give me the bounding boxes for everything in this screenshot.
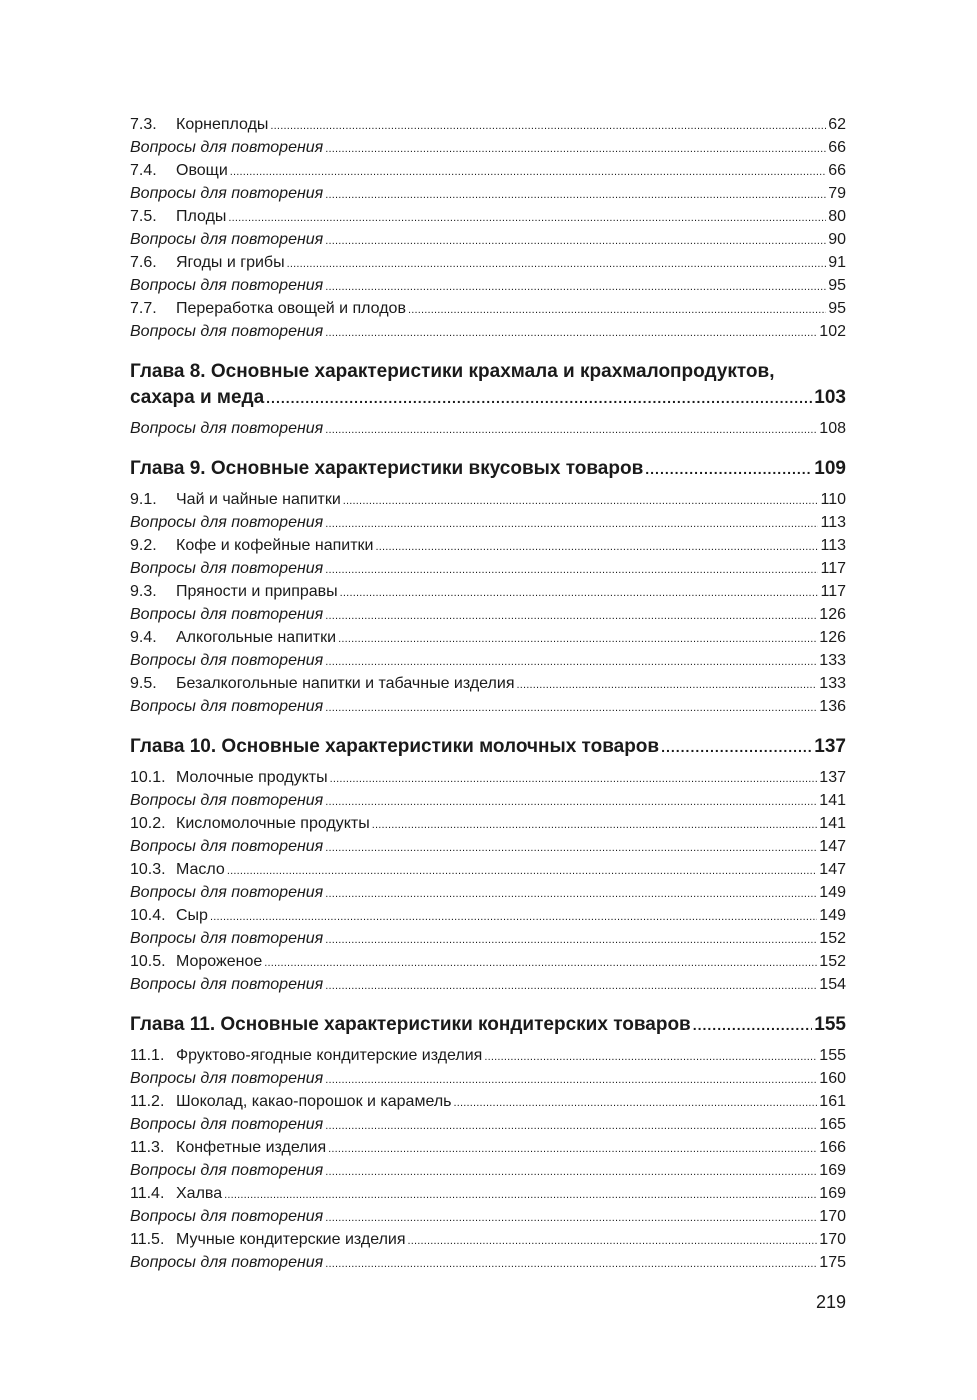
entry-page-number: 133 — [819, 675, 846, 692]
entry-title: Фруктово-ягодные кондитерские изделия — [176, 1047, 483, 1064]
entry-title: Молочные продукты — [176, 769, 328, 786]
entry-page-number: 147 — [819, 838, 846, 855]
dot-leader — [227, 858, 817, 883]
toc-entry[interactable] — [130, 205, 846, 228]
toc-entry[interactable] — [130, 950, 846, 973]
chapter-title: Глава 11. Основные характеристики кондитерских товаров — [130, 1014, 691, 1035]
entry-title: Вопросы для повторения — [130, 1254, 324, 1271]
section-number: 7.5. — [130, 208, 157, 225]
section-number: 7.4. — [130, 162, 157, 179]
toc-entry[interactable] — [130, 297, 846, 320]
review-questions-entry[interactable] — [130, 228, 846, 251]
section-number: 9.1. — [130, 491, 157, 508]
entry-title: Переработка овощей и плодов — [176, 300, 406, 317]
dot-leader — [338, 626, 817, 651]
entry-title: Вопросы для повторения — [130, 1208, 324, 1225]
toc-entry[interactable] — [130, 159, 846, 182]
entry-title: Шоколад, какао-порошок и карамель — [176, 1093, 452, 1110]
review-questions-entry[interactable] — [130, 417, 846, 440]
dot-leader — [325, 1159, 817, 1184]
entry-page-number: 147 — [819, 861, 846, 878]
section-number: 10.2. — [130, 815, 166, 832]
review-questions-entry[interactable] — [130, 511, 846, 534]
entry-page-number: 95 — [828, 277, 846, 294]
toc-entry[interactable] — [130, 251, 846, 274]
entry-title: Вопросы для повторения — [130, 514, 324, 531]
entry-title: Масло — [176, 861, 225, 878]
section-number: 11.2. — [130, 1093, 165, 1110]
section-number: 11.4. — [130, 1185, 165, 1202]
dot-leader — [408, 297, 826, 322]
entry-title: Сыр — [176, 907, 208, 924]
entry-title: Вопросы для повторения — [130, 698, 324, 715]
dot-leader — [325, 835, 817, 860]
entry-page-number: 137 — [819, 769, 846, 786]
section-number: 10.1. — [130, 769, 166, 786]
toc-entry[interactable] — [130, 626, 846, 649]
entry-page-number: 155 — [819, 1047, 846, 1064]
section-number: 11.5. — [130, 1231, 165, 1248]
entry-page-number: 126 — [819, 629, 846, 646]
entry-page-number: 141 — [819, 792, 846, 809]
entry-page-number: 126 — [819, 606, 846, 623]
entry-title: Вопросы для повторения — [130, 1116, 324, 1133]
entry-title: Корнеплоды — [176, 116, 269, 133]
section-number: 10.5. — [130, 953, 166, 970]
entry-page-number: 149 — [819, 884, 846, 901]
review-questions-entry[interactable] — [130, 1113, 846, 1136]
dot-leader — [661, 734, 812, 760]
chapter-heading[interactable] — [130, 456, 846, 482]
entry-page-number: 149 — [819, 907, 846, 924]
dot-leader — [325, 1067, 817, 1092]
entry-page-number: 136 — [819, 698, 846, 715]
entry-title: Плоды — [176, 208, 227, 225]
chapter-page-number: 103 — [814, 387, 846, 408]
dot-leader — [224, 1182, 817, 1207]
section-number: 9.2. — [130, 537, 157, 554]
dot-leader — [325, 1251, 817, 1276]
entry-title: Вопросы для повторения — [130, 838, 324, 855]
dot-leader — [408, 1228, 818, 1253]
section-number: 7.3. — [130, 116, 157, 133]
review-questions-entry[interactable] — [130, 136, 846, 159]
chapter-title: Глава 9. Основные характеристики вкусовых товаров — [130, 458, 644, 479]
section-number: 10.3. — [130, 861, 166, 878]
section-number: 9.3. — [130, 583, 157, 600]
chapter-page-number: 155 — [814, 1014, 846, 1035]
dot-leader — [372, 812, 818, 837]
toc-entry[interactable] — [130, 1136, 846, 1159]
entry-page-number: 170 — [819, 1231, 846, 1248]
chapter-title-row — [130, 456, 846, 482]
entry-title: Вопросы для повторения — [130, 652, 324, 669]
chapter-page-number: 137 — [814, 736, 846, 757]
entry-page-number: 117 — [820, 583, 846, 600]
entry-page-number: 154 — [819, 976, 846, 993]
entry-title: Конфетные изделия — [176, 1139, 327, 1156]
entry-title: Овощи — [176, 162, 228, 179]
entry-title: Вопросы для повторения — [130, 420, 324, 437]
dot-leader — [266, 385, 812, 411]
entry-title: Вопросы для повторения — [130, 560, 324, 577]
review-questions-entry[interactable] — [130, 557, 846, 580]
dot-leader — [453, 1090, 817, 1115]
entry-title: Вопросы для повторения — [130, 606, 324, 623]
entry-title: Кофе и кофейные напитки — [176, 537, 374, 554]
entry-title: Вопросы для повторения — [130, 1070, 324, 1087]
dot-leader — [325, 973, 817, 998]
entry-page-number: 166 — [819, 1139, 846, 1156]
review-questions-entry[interactable] — [130, 649, 846, 672]
dot-leader — [325, 417, 817, 442]
dot-leader — [328, 1136, 817, 1161]
entry-title: Алкогольные напитки — [176, 629, 337, 646]
entry-title: Безалкогольные напитки и табачные изделия — [176, 675, 515, 692]
review-questions-entry[interactable] — [130, 603, 846, 626]
entry-title: Вопросы для повторения — [130, 884, 324, 901]
entry-page-number: 95 — [828, 300, 846, 317]
dot-leader — [210, 904, 817, 929]
review-questions-entry[interactable] — [130, 1067, 846, 1090]
entry-page-number: 169 — [819, 1185, 846, 1202]
entry-title: Вопросы для повторения — [130, 231, 324, 248]
entry-page-number: 113 — [820, 514, 846, 531]
dot-leader — [270, 113, 826, 138]
dot-leader — [343, 488, 819, 513]
chapter-title-line: Глава 8. Основные характеристики крахмала и крахмалопродуктов, — [130, 361, 775, 382]
entry-page-number: 117 — [820, 560, 846, 577]
chapter-heading[interactable] — [130, 734, 846, 760]
entry-page-number: 66 — [828, 139, 846, 156]
toc-entry[interactable] — [130, 904, 846, 927]
dot-leader — [325, 1205, 817, 1230]
entry-page-number: 169 — [819, 1162, 846, 1179]
entry-title: Кисломолочные продукты — [176, 815, 370, 832]
review-questions-entry[interactable] — [130, 835, 846, 858]
section-number: 7.6. — [130, 254, 157, 271]
review-questions-entry[interactable] — [130, 1159, 846, 1182]
entry-title: Чай и чайные напитки — [176, 491, 341, 508]
entry-title: Вопросы для повторения — [130, 1162, 324, 1179]
table-of-contents — [130, 113, 846, 1274]
chapter-heading[interactable] — [130, 1012, 846, 1038]
toc-entry[interactable] — [130, 534, 846, 557]
entry-page-number: 141 — [819, 815, 846, 832]
entry-title: Мучные кондитерские изделия — [176, 1231, 406, 1248]
toc-entry[interactable] — [130, 488, 846, 511]
entry-page-number: 90 — [828, 231, 846, 248]
review-questions-entry[interactable] — [130, 973, 846, 996]
dot-leader — [645, 456, 812, 482]
entry-title: Ягоды и грибы — [176, 254, 285, 271]
entry-page-number: 108 — [819, 420, 846, 437]
review-questions-entry[interactable] — [130, 789, 846, 812]
dot-leader — [230, 159, 826, 184]
review-questions-entry[interactable] — [130, 1251, 846, 1274]
entry-title: Вопросы для повторения — [130, 792, 324, 809]
entry-page-number: 170 — [819, 1208, 846, 1225]
section-number: 9.4. — [130, 629, 157, 646]
dot-leader — [325, 136, 826, 161]
toc-entry[interactable] — [130, 858, 846, 881]
dot-leader — [325, 695, 817, 720]
toc-entry[interactable] — [130, 1182, 846, 1205]
toc-entry[interactable] — [130, 1090, 846, 1113]
chapter-title-row — [130, 1012, 846, 1038]
toc-entry[interactable] — [130, 113, 846, 136]
entry-page-number: 113 — [820, 537, 846, 554]
entry-page-number: 175 — [819, 1254, 846, 1271]
dot-leader — [484, 1044, 817, 1069]
chapter-title-row — [130, 734, 846, 760]
entry-title: Вопросы для повторения — [130, 323, 324, 340]
entry-title: Мороженое — [176, 953, 263, 970]
review-questions-entry[interactable] — [130, 881, 846, 904]
toc-entry[interactable] — [130, 766, 846, 789]
entry-page-number: 91 — [828, 254, 846, 271]
dot-leader — [325, 881, 817, 906]
dot-leader — [325, 274, 826, 299]
section-number: 11.3. — [130, 1139, 165, 1156]
chapter-page-number: 109 — [814, 458, 846, 479]
dot-leader — [325, 1113, 817, 1138]
entry-title: Вопросы для повторения — [130, 277, 324, 294]
entry-page-number: 160 — [819, 1070, 846, 1087]
dot-leader — [693, 1012, 813, 1038]
entry-page-number: 79 — [828, 185, 846, 202]
entry-title: Пряности и приправы — [176, 583, 338, 600]
entry-page-number: 133 — [819, 652, 846, 669]
toc-entry[interactable] — [130, 672, 846, 695]
review-questions-entry[interactable] — [130, 320, 846, 343]
entry-page-number: 62 — [828, 116, 846, 133]
section-number: 7.7. — [130, 300, 157, 317]
entry-page-number: 110 — [820, 491, 846, 508]
review-questions-entry[interactable] — [130, 927, 846, 950]
chapter-title: сахара и меда — [130, 387, 265, 408]
toc-entry[interactable] — [130, 1228, 846, 1251]
entry-page-number: 152 — [819, 930, 846, 947]
dot-leader — [325, 228, 826, 253]
entry-page-number: 161 — [819, 1093, 846, 1110]
dot-leader — [330, 766, 818, 791]
dot-leader — [325, 182, 826, 207]
entry-title: Вопросы для повторения — [130, 185, 324, 202]
section-number: 9.5. — [130, 675, 157, 692]
entry-title: Вопросы для повторения — [130, 139, 324, 156]
entry-title: Вопросы для повторения — [130, 976, 324, 993]
dot-leader — [325, 511, 818, 536]
entry-title: Вопросы для повторения — [130, 930, 324, 947]
entry-title: Халва — [176, 1185, 223, 1202]
dot-leader — [325, 789, 817, 814]
dot-leader — [325, 927, 817, 952]
entry-page-number: 152 — [819, 953, 846, 970]
section-number: 11.1. — [130, 1047, 165, 1064]
entry-page-number: 66 — [828, 162, 846, 179]
dot-leader — [340, 580, 819, 605]
chapter-title-row — [130, 385, 846, 411]
review-questions-entry[interactable] — [130, 182, 846, 205]
toc-entry[interactable] — [130, 580, 846, 603]
page-number: 219 — [815, 1292, 846, 1312]
dot-leader — [264, 950, 817, 975]
chapter-heading[interactable] — [130, 359, 846, 411]
dot-leader — [325, 320, 817, 345]
dot-leader — [325, 603, 817, 628]
dot-leader — [516, 672, 817, 697]
entry-page-number: 165 — [819, 1116, 846, 1133]
dot-leader — [228, 205, 826, 230]
entry-page-number: 80 — [828, 208, 846, 225]
dot-leader — [287, 251, 827, 276]
entry-page-number: 102 — [819, 323, 846, 340]
review-questions-entry[interactable] — [130, 1205, 846, 1228]
dot-leader — [375, 534, 818, 559]
dot-leader — [325, 557, 818, 582]
section-number: 10.4. — [130, 907, 166, 924]
review-questions-entry[interactable] — [130, 274, 846, 297]
toc-entry[interactable] — [130, 1044, 846, 1067]
chapter-title: Глава 10. Основные характеристики молочных товаров — [130, 736, 660, 757]
review-questions-entry[interactable] — [130, 695, 846, 718]
dot-leader — [325, 649, 817, 674]
toc-entry[interactable] — [130, 812, 846, 835]
